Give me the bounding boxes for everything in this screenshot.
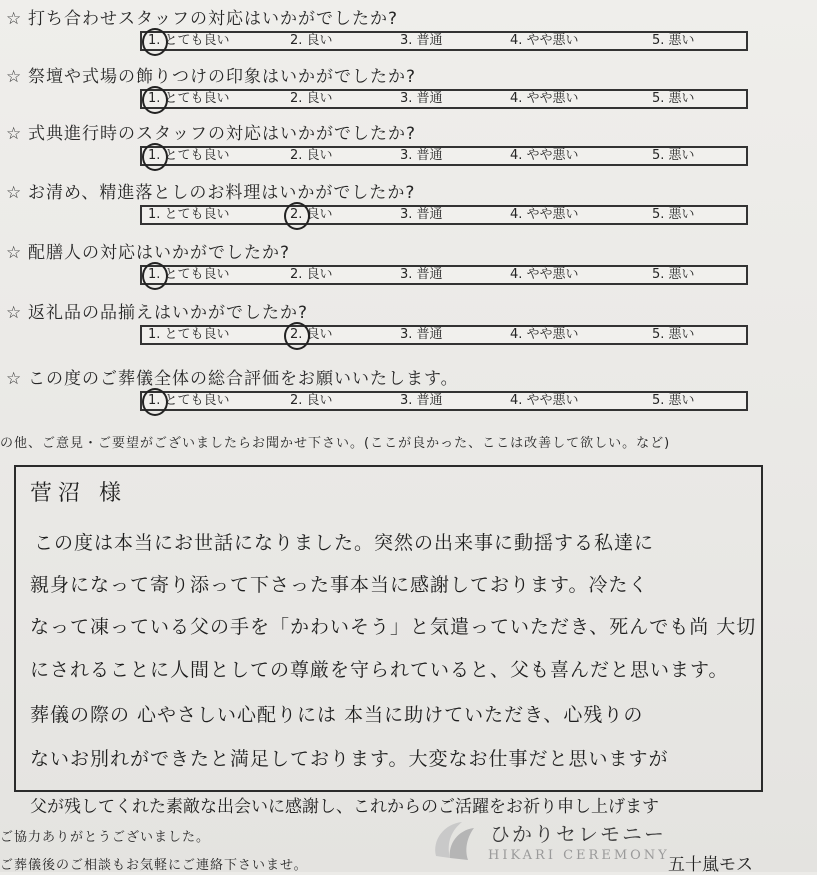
rating-options — [140, 391, 748, 411]
rating-option[interactable]: 4. やや悪い — [510, 393, 579, 408]
rating-option[interactable]: 3. 普通 — [400, 267, 443, 282]
question-label: 返礼品の品揃えはいかがでしたか? — [28, 303, 309, 323]
signature: 五十嵐モス — [668, 855, 753, 875]
question-text — [6, 364, 459, 389]
star-icon: ☆ — [6, 243, 23, 263]
rating-option[interactable]: 5. 悪い — [652, 91, 695, 106]
question-row — [0, 62, 817, 124]
rating-option[interactable]: 5. 悪い — [652, 207, 695, 222]
question-label: 配膳人の対応はいかがでしたか? — [28, 243, 291, 263]
star-icon: ☆ — [6, 124, 23, 144]
contact-text: ご葬儀後のご相談もお気軽にご連絡下さいませ。 — [0, 858, 308, 873]
comment-prompt: の他、ご意見・ご要望がございましたらお聞かせ下さい。(ここが良かった、ここは改善して欲しい。など) — [0, 436, 671, 451]
rating-option[interactable]: 1. とても良い — [148, 267, 230, 282]
question-row — [0, 364, 817, 426]
selected-circle-mark — [142, 143, 168, 171]
question-row — [0, 119, 817, 181]
selected-circle-mark — [142, 28, 168, 56]
selected-circle-mark — [142, 262, 168, 290]
rating-option[interactable]: 2. 良い — [290, 207, 333, 222]
rating-option[interactable]: 2. 良い — [290, 393, 333, 408]
question-row — [0, 238, 817, 300]
selected-circle-mark — [284, 322, 310, 350]
rating-option[interactable]: 4. やや悪い — [510, 33, 579, 48]
rating-option[interactable]: 1. とても良い — [148, 33, 230, 48]
rating-option[interactable]: 2. 良い — [290, 148, 333, 163]
rating-option[interactable]: 4. やや悪い — [510, 207, 579, 222]
brand-name-en: HIKARI CEREMONY — [488, 848, 670, 863]
thanks-text: ご協力ありがとうございました。 — [0, 830, 211, 845]
question-label: 打ち合わせスタッフの対応はいかがでしたか? — [28, 9, 399, 29]
rating-options — [140, 325, 748, 345]
rating-option[interactable]: 1. とても良い — [148, 207, 230, 222]
star-icon: ☆ — [6, 67, 23, 87]
question-row — [0, 178, 817, 240]
selected-circle-mark — [142, 388, 168, 416]
rating-option[interactable]: 5. 悪い — [652, 393, 695, 408]
comment-line: 葬儀の際の 心やさしい心配りには 本当に助けていただき、心残りの — [30, 704, 644, 726]
rating-option[interactable]: 4. やや悪い — [510, 91, 579, 106]
star-icon: ☆ — [6, 183, 23, 203]
comment-line: この度は本当にお世話になりました。突然の出来事に動揺する私達に — [34, 532, 655, 554]
star-icon: ☆ — [6, 369, 23, 389]
rating-options — [140, 31, 748, 51]
comment-line: ないお別れができたと満足しております。大変なお仕事だと思いますが — [30, 748, 669, 770]
rating-option[interactable]: 4. やや悪い — [510, 148, 579, 163]
question-text — [6, 178, 415, 203]
rating-option[interactable]: 4. やや悪い — [510, 327, 579, 342]
rating-option[interactable]: 2. 良い — [290, 91, 333, 106]
rating-option[interactable]: 2. 良い — [290, 267, 333, 282]
comment-addressee: 菅沼 様 — [30, 481, 127, 506]
rating-option[interactable]: 2. 良い — [290, 327, 333, 342]
comment-line: 親身になって寄り添って下さった事本当に感謝しております。冷たく — [30, 574, 649, 596]
rating-options — [140, 89, 748, 109]
question-text — [6, 62, 416, 87]
question-label: この度のご葬儀全体の総合評価をお願いいたします。 — [28, 369, 459, 389]
rating-options — [140, 146, 748, 166]
rating-option[interactable]: 3. 普通 — [400, 327, 443, 342]
rating-option[interactable]: 2. 良い — [290, 33, 333, 48]
hikari-logo-icon — [428, 816, 480, 864]
brand-name-jp: ひかりセレモニー — [490, 822, 666, 846]
rating-option[interactable]: 3. 普通 — [400, 148, 443, 163]
question-text — [6, 298, 308, 323]
rating-option[interactable]: 3. 普通 — [400, 207, 443, 222]
selected-circle-mark — [284, 202, 310, 230]
rating-option[interactable]: 4. やや悪い — [510, 267, 579, 282]
question-label: 式典進行時のスタッフの対応はいかがでしたか? — [28, 124, 417, 144]
rating-option[interactable]: 3. 普通 — [400, 393, 443, 408]
rating-option[interactable]: 5. 悪い — [652, 33, 695, 48]
question-row — [0, 4, 817, 66]
rating-option[interactable]: 1. とても良い — [148, 91, 230, 106]
rating-option[interactable]: 3. 普通 — [400, 91, 443, 106]
question-label: 祭壇や式場の飾りつけの印象はいかがでしたか? — [28, 67, 417, 87]
question-text — [6, 238, 290, 263]
rating-options — [140, 265, 748, 285]
question-row — [0, 298, 817, 360]
selected-circle-mark — [142, 86, 168, 114]
comment-line: にされることに人間としての尊厳を守られていると、父も喜んだと思います。 — [30, 659, 729, 681]
rating-option[interactable]: 5. 悪い — [652, 148, 695, 163]
rating-options — [140, 205, 748, 225]
rating-option[interactable]: 3. 普通 — [400, 33, 443, 48]
question-text — [6, 119, 416, 144]
rating-option[interactable]: 1. とても良い — [148, 393, 230, 408]
comment-extra-line: 父が残してくれた素敵な出会いに感謝し、これからのご活躍をお祈り申し上げます — [30, 797, 659, 817]
star-icon: ☆ — [6, 9, 23, 29]
question-label: お清め、精進落としのお料理はいかがでしたか? — [28, 183, 416, 203]
rating-option[interactable]: 5. 悪い — [652, 267, 695, 282]
rating-option[interactable]: 5. 悪い — [652, 327, 695, 342]
rating-option[interactable]: 1. とても良い — [148, 148, 230, 163]
comment-line: なって凍っている父の手を「かわいそう」と気遣っていただき、死んでも尚 大切 — [30, 616, 757, 638]
star-icon: ☆ — [6, 303, 23, 323]
question-text — [6, 4, 398, 29]
rating-option[interactable]: 1. とても良い — [148, 327, 230, 342]
